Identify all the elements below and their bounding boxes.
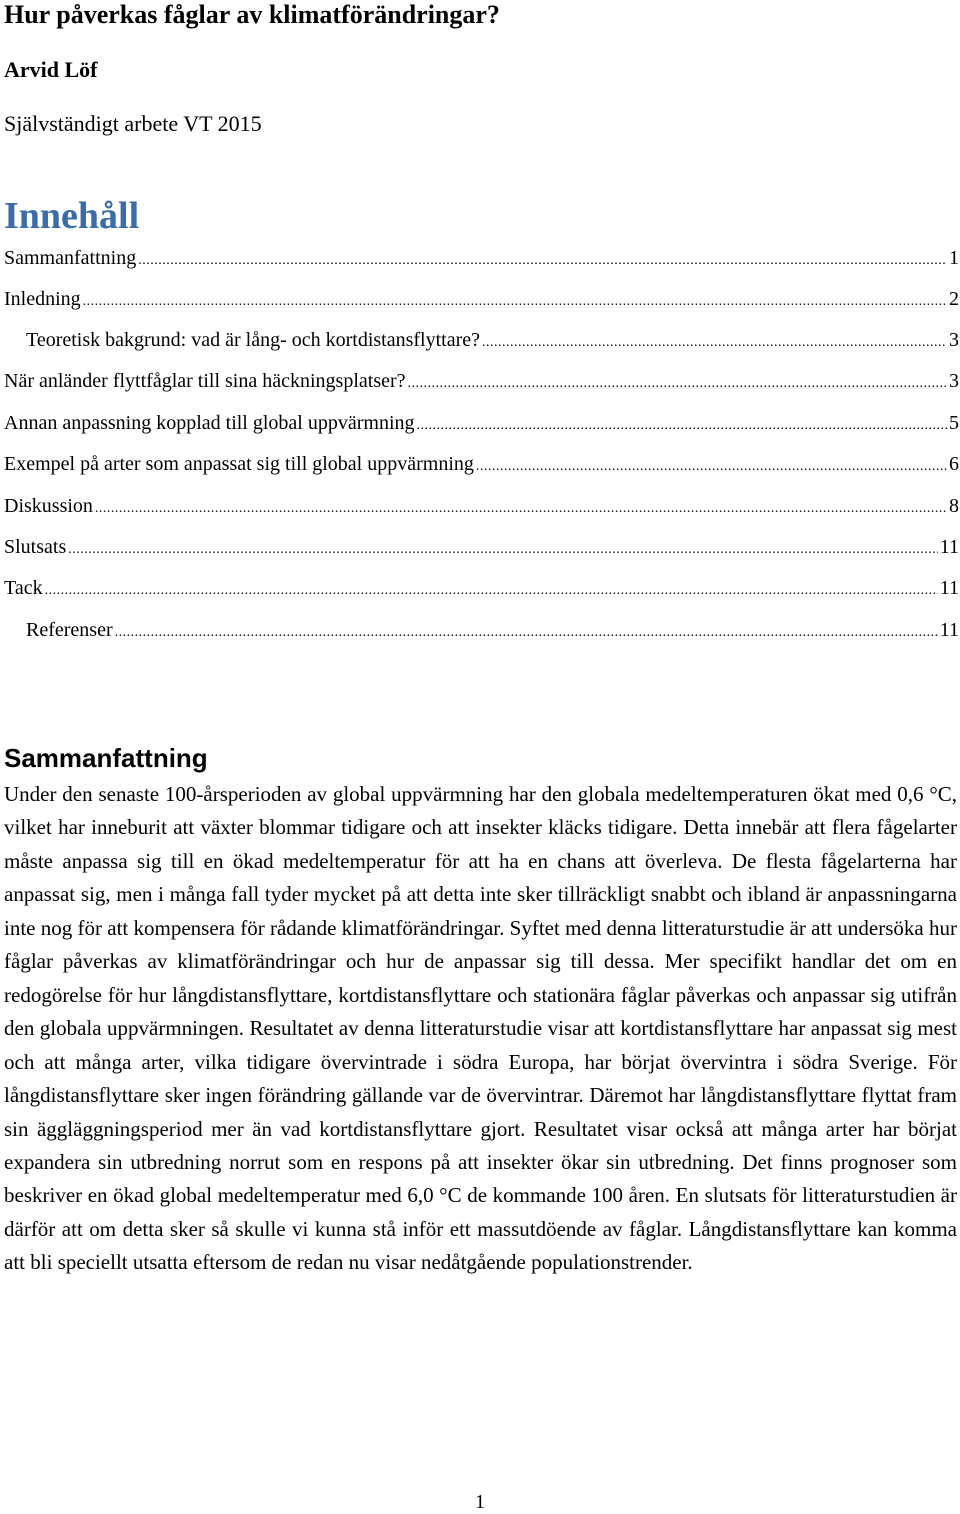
toc-entry[interactable] [4,285,959,313]
toc-entry-page: 2 [949,288,959,310]
toc-entry-page: 11 [939,577,959,599]
toc-entry[interactable] [4,533,959,561]
toc-leader-dots [138,247,947,275]
toc-entry-label: Inledning [4,288,81,310]
toc-entry-label: Annan anpassning kopplad till global uppvärmning [4,412,415,434]
toc-entry[interactable] [4,244,959,272]
toc-entry[interactable] [4,367,959,395]
toc-entry-page: 11 [939,536,959,558]
abstract-paragraph: Under den senaste 100-årsperioden av global uppvärmning har den globala medeltemperaturen ökat med 0,6 °C, vilket har inneburit att växter blommar tidigare och att insekter kläcks tidigare. Detta innebär att flera fågelarter måste anpassa sig till en ökad medeltemperatur för att ha en chans att överleva. De flesta fågelarterna har anpassat sig, men i många fall tyder mycket på att detta inte sker tillräckligt snabbt och ibland är anpassningarna inte nog för att kompensera för rådande klimatförändringar. Syftet med denna litteraturstudie är att undersöka hur fåglar påverkas av klimatförändringar och hur de anpassar sig till dessa. Mer specifikt handlar det om en redogörelse för hur långdistansflyttare, kortdistansflyttare och stationära fåglar påverkas och anpassar sig utifrån den globala uppvärmningen. Resultatet av denna litteraturstudie visar att kortdistansflyttare har anpassat sig mest och att många arter, vilka tidigare övervintrade i södra Europa, har börjat övervintra i södra Sverige. För långdistansflyttare sker ingen förändring gällande var de övervintrar. Däremot har långdistansflyttare flyttat fram sin äggläggningsperiod mer än vad kortdistansflyttare gjort. Resultatet visar också att många arter har börjat expandera sin utbredning norrut som en respons på att insekter ökar sin utbredning. Det finns prognoser som beskriver en ökad global medeltemperatur med 6,0 °C de kommande 100 åren. En slutsats för litteraturstudien är därför att om detta sker så skulle vi kunna stå inför ett massutdöende av fåglar. Långdistansflyttare kan komma att bli speciellt utsatta eftersom de redan nu visar nedåtgående populationstrender. [4,782,957,1275]
toc-heading: Innehåll [4,195,140,237]
toc-leader-dots [482,329,947,357]
toc-entry-label: Slutsats [4,536,67,558]
toc-entry-label: Exempel på arter som anpassat sig till global uppvärmning [4,453,474,475]
toc-leader-dots [115,619,938,647]
toc-entry-page: 3 [949,329,959,351]
toc-entry-label: Tack [4,577,43,599]
toc-entry[interactable] [4,450,959,478]
toc-entry[interactable] [4,409,959,437]
toc-entry[interactable] [26,616,959,644]
toc-entry[interactable] [4,492,959,520]
toc-entry-page: 1 [949,247,959,269]
toc-leader-dots [408,370,947,398]
author-name: Arvid Löf [4,57,98,82]
toc-entry-label: Referenser [26,619,113,641]
toc-entry[interactable] [4,574,959,602]
toc-entry[interactable] [26,326,959,354]
document-title: Hur påverkas fåglar av klimatförändringar? [4,0,500,29]
toc-leader-dots [417,412,948,440]
toc-leader-dots [68,536,937,564]
page-number: 1 [475,1491,485,1513]
toc-entry-label: När anländer flyttfåglar till sina häckningsplatser? [4,370,406,392]
toc-entry-page: 3 [949,370,959,392]
toc-entry-page: 8 [949,495,959,517]
toc-entry-label: Teoretisk bakgrund: vad är lång- och kortdistansflyttare? [26,329,481,351]
document-subtitle: Självständigt arbete VT 2015 [4,111,262,136]
section-heading-sammanfattning: Sammanfattning [4,743,208,773]
toc-entry-label: Sammanfattning [4,247,137,269]
toc-leader-dots [83,288,947,316]
toc-entry-label: Diskussion [4,495,93,517]
toc-leader-dots [95,495,947,523]
toc-entry-page: 11 [939,619,959,641]
toc-entry-page: 5 [949,412,959,434]
toc-entry-page: 6 [949,453,959,475]
toc-leader-dots [476,453,947,481]
toc-leader-dots [45,577,938,605]
